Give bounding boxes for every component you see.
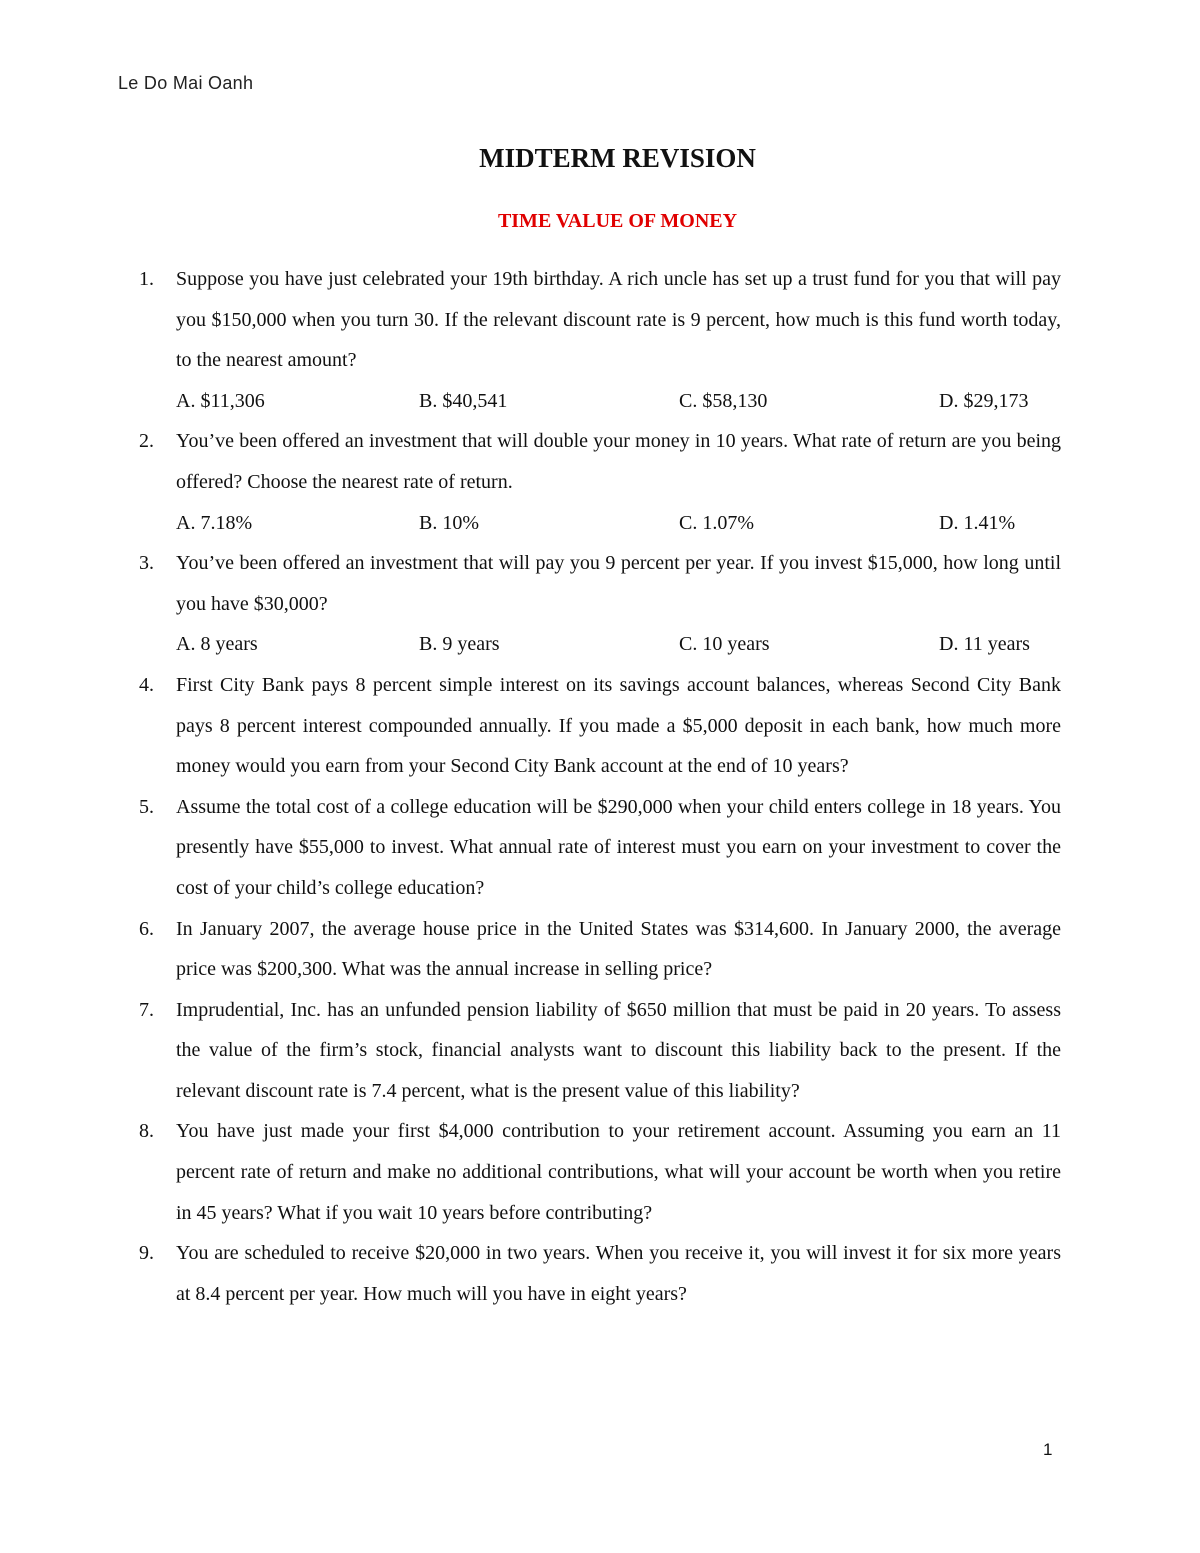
choice-d: D. $29,173 <box>939 389 1029 412</box>
answer-choices <box>176 381 1061 422</box>
choice-c: C. 1.07% <box>679 511 754 534</box>
choice-d: D. 1.41% <box>939 511 1016 534</box>
question-1 <box>139 259 1061 421</box>
question-text: Suppose you have just celebrated your 19th birthday. A rich uncle has set up a trust fund for you that will pay you $150,000 when you turn 30. If the relevant discount rate is 9 percent, how much is this fund worth today, to the nearest amount? <box>176 268 1061 372</box>
question-number: 4. <box>139 673 154 696</box>
question-number: 3. <box>139 552 154 575</box>
choice-a: A. $11,306 <box>176 389 265 412</box>
choice-b: B. 9 years <box>419 633 500 656</box>
choice-c: C. 10 years <box>679 633 770 656</box>
question-4 <box>139 665 1061 787</box>
question-3 <box>139 543 1061 665</box>
question-2 <box>139 421 1061 543</box>
question-number: 5. <box>139 795 154 818</box>
question-7 <box>139 990 1061 1112</box>
choice-c: C. $58,130 <box>679 389 768 412</box>
section-subtitle: TIME VALUE OF MONEY <box>497 210 738 232</box>
choice-a: A. 8 years <box>176 633 258 656</box>
question-text: In January 2007, the average house price in the United States was $314,600. In January 2000, the average price was $200,300. What was the annual increase in selling price? <box>176 917 1061 981</box>
question-text: First City Bank pays 8 percent simple interest on its savings account balances, whereas Second City Bank pays 8 percent interest compounded annually. If you made a $5,000 deposit in each bank, how much more money would you earn from your Second City Bank account at the end of 10 years? <box>176 673 1061 778</box>
question-8 <box>139 1111 1061 1233</box>
question-9 <box>139 1233 1061 1314</box>
answer-choices <box>176 503 1061 544</box>
question-text: You are scheduled to receive $20,000 in two years. When you receive it, you will invest it for six more years at 8.4 percent per year. How much will you have in eight years? <box>176 1242 1061 1305</box>
choice-b: B. 10% <box>419 511 479 534</box>
question-text: You’ve been offered an investment that will double your money in 10 years. What rate of return are you being offered? Choose the nearest rate of return. <box>176 430 1061 493</box>
answer-choices <box>176 624 1061 665</box>
choice-b: B. $40,541 <box>419 389 508 412</box>
question-6 <box>139 909 1061 990</box>
question-5 <box>139 787 1061 909</box>
question-text: Imprudential, Inc. has an unfunded pension liability of $650 million that must be paid in 20 years. To assess the value of the firm’s stock, financial analysts want to discount this liability back to the present. If the relevant discount rate is 7.4 percent, what is the present value of this liability? <box>176 998 1061 1102</box>
question-text: You have just made your first $4,000 contribution to your retirement account. Assuming you earn an 11 percent rate of return and make no additional contributions, what will your account be worth when you retire in 45 years? What if you wait 10 years before contributing? <box>176 1120 1061 1224</box>
page-number: 1 <box>1043 1440 1053 1459</box>
question-number: 9. <box>139 1242 154 1265</box>
question-number: 6. <box>139 917 154 940</box>
question-list <box>139 259 1061 1314</box>
question-number: 2. <box>139 430 154 453</box>
choice-a: A. 7.18% <box>176 511 253 534</box>
question-number: 7. <box>139 998 154 1021</box>
question-number: 8. <box>139 1120 154 1143</box>
question-text: You’ve been offered an investment that will pay you 9 percent per year. If you invest $15,000, how long until you have $30,000? <box>176 552 1061 615</box>
choice-d: D. 11 years <box>939 633 1030 656</box>
page-title: MIDTERM REVISION <box>479 143 756 173</box>
question-text: Assume the total cost of a college education will be $290,000 when your child enters college in 18 years. You presently have $55,000 to invest. What annual rate of interest must you earn on your investment to cover the cost of your child’s college education? <box>176 795 1061 899</box>
question-number: 1. <box>139 268 154 290</box>
page-header-author: Le Do Mai Oanh <box>118 73 254 93</box>
